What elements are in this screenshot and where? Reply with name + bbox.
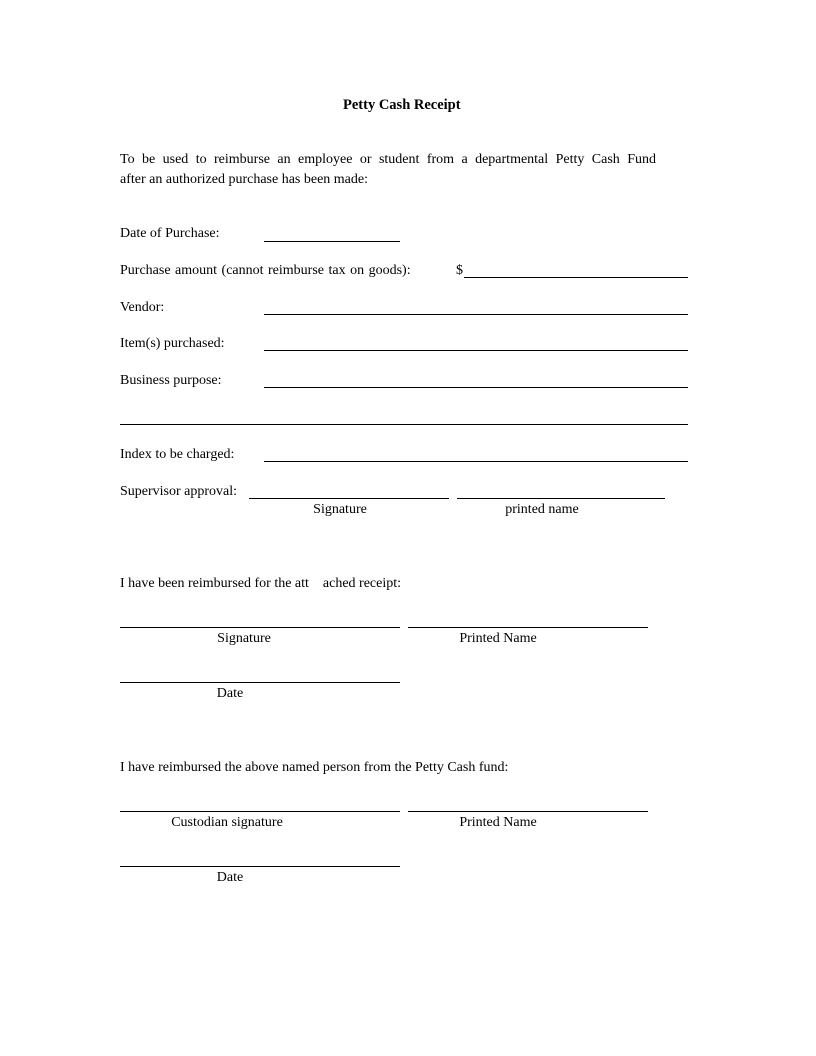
index-to-be-charged-label: Index to be charged: xyxy=(120,447,235,462)
business-purpose-field-line-2[interactable] xyxy=(120,424,688,425)
employee-reimbursed-statement: I have been reimbursed for the att ached receipt: xyxy=(120,576,402,591)
intro-text-line-2: after an authorized purchase has been made: xyxy=(120,172,368,187)
employee-signature-caption: Signature xyxy=(217,631,271,646)
purchase-amount-label: Purchase amount (cannot reimburse tax on goods): xyxy=(120,263,411,278)
items-purchased-field[interactable] xyxy=(264,350,688,351)
employee-printed-name-field[interactable] xyxy=(408,627,648,628)
currency-symbol: $ xyxy=(456,263,463,278)
vendor-label: Vendor: xyxy=(120,300,165,315)
custodian-date-caption: Date xyxy=(216,870,244,885)
page-title: Petty Cash Receipt xyxy=(343,97,461,113)
custodian-reimbursed-statement: I have reimbursed the above named person from the Petty Cash fund: xyxy=(120,760,509,775)
custodian-signature-field[interactable] xyxy=(120,811,400,812)
intro-text-line-1: To be used to reimburse an employee or student from a departmental Petty Cash Fund xyxy=(120,152,656,167)
custodian-date-field[interactable] xyxy=(120,866,400,867)
custodian-signature-caption: Custodian signature xyxy=(171,815,283,830)
employee-printed-name-caption: Printed Name xyxy=(459,631,537,646)
supervisor-signature-field[interactable] xyxy=(249,498,449,499)
items-purchased-label: Item(s) purchased: xyxy=(120,336,225,351)
supervisor-printed-name-field[interactable] xyxy=(457,498,665,499)
supervisor-signature-caption: Signature xyxy=(313,502,367,517)
employee-signature-field[interactable] xyxy=(120,627,400,628)
business-purpose-field[interactable] xyxy=(264,387,688,388)
business-purpose-label: Business purpose: xyxy=(120,373,222,388)
vendor-field[interactable] xyxy=(264,314,688,315)
employee-date-caption: Date xyxy=(216,686,244,701)
date-of-purchase-field[interactable] xyxy=(264,241,400,242)
employee-date-field[interactable] xyxy=(120,682,400,683)
purchase-amount-field[interactable] xyxy=(464,277,688,278)
index-to-be-charged-field[interactable] xyxy=(264,461,688,462)
supervisor-approval-label: Supervisor approval: xyxy=(120,484,238,499)
date-of-purchase-label: Date of Purchase: xyxy=(120,226,220,241)
custodian-printed-name-field[interactable] xyxy=(408,811,648,812)
supervisor-printed-name-caption: printed name xyxy=(505,502,579,517)
custodian-printed-name-caption: Printed Name xyxy=(459,815,537,830)
